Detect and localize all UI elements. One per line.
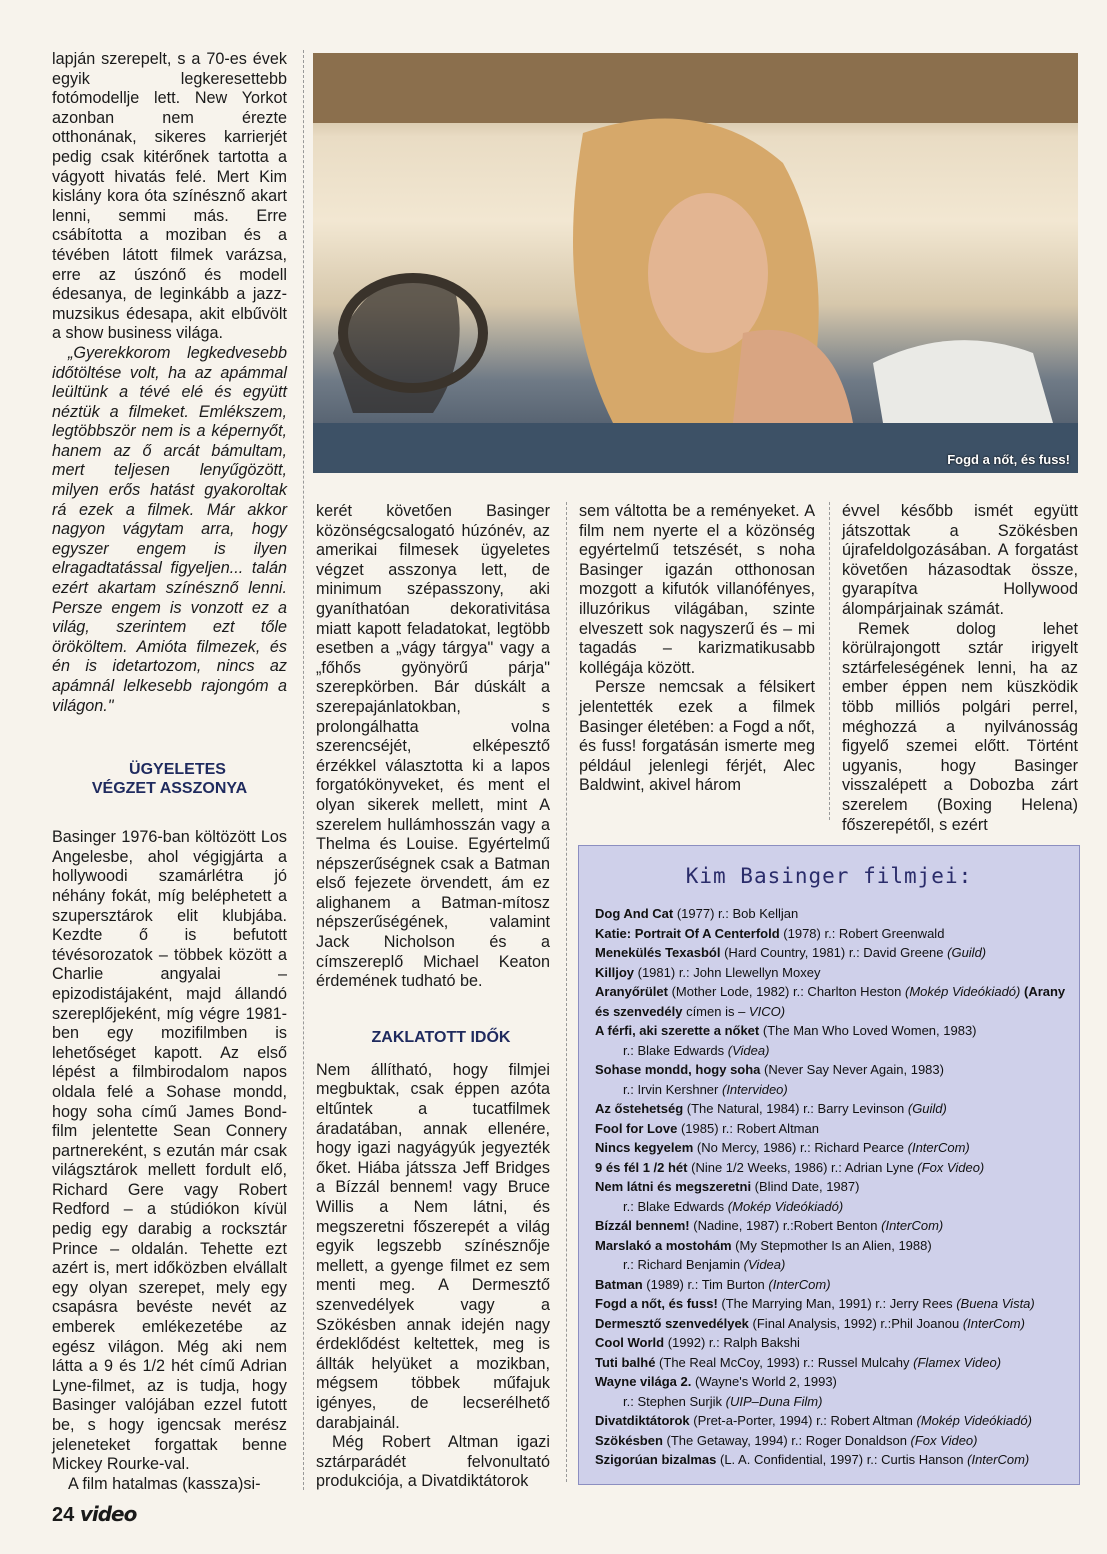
- film-title: Bízzál bennem!: [595, 1218, 690, 1233]
- film-title: Katie: Portrait Of A Centerfold: [595, 925, 780, 941]
- page-number: 24: [52, 1504, 75, 1526]
- film-entry: [595, 1450, 1075, 1470]
- film-details: (1981) r.: John Llewellyn Moxey: [634, 964, 821, 980]
- film-details: (Pret-a-Porter, 1994) r.: Robert Altman: [689, 1413, 917, 1428]
- photo-caption: Fogd a nőt, és fuss!: [947, 452, 1070, 467]
- film-details: (Mother Lode, 1982) r.: Charlton Heston: [667, 984, 905, 999]
- film-details: (The Natural, 1984) r.: Barry Levinson: [683, 1101, 908, 1116]
- film-title: Nincs kegyelem: [595, 1140, 694, 1155]
- film-title: Fool for Love: [595, 1120, 678, 1136]
- film-entry: [595, 1216, 1075, 1236]
- film-alt-title: (Arany: [1020, 984, 1066, 999]
- film-entry: [595, 1314, 1075, 1334]
- film-title: Szökésben: [595, 1432, 663, 1448]
- column-2: [316, 502, 550, 1492]
- film-entry: [595, 1372, 1075, 1392]
- film-details: (The Real McCoy, 1993) r.: Russel Mulcahy: [655, 1354, 914, 1370]
- film-title: Aranyőrület: [595, 984, 668, 999]
- film-distributor: (InterCom): [881, 1218, 944, 1233]
- film-distributor: (Mokép Videókiadó): [916, 1413, 1032, 1428]
- column-divider: [303, 50, 304, 1490]
- film-title: Szigorúan bizalmas: [595, 1452, 717, 1467]
- film-entry: [595, 1099, 1075, 1119]
- film-entry: [595, 982, 1075, 1002]
- movie-still-photo: [313, 53, 1078, 473]
- film-title: Killjoy: [595, 964, 635, 980]
- film-details: (Nadine, 1987) r.:Robert Benton: [689, 1218, 882, 1233]
- body-paragraph: Még Robert Altman igazi sztárparádét felvonultató produkciója, a Divatdiktátorok: [316, 1433, 550, 1491]
- film-details: (Nine 1/2 Weeks, 1986) r.: Adrian Lyne: [687, 1159, 918, 1175]
- film-entry: [595, 1041, 1075, 1061]
- section-heading: ZAKLATOTT IDŐK: [371, 1028, 511, 1046]
- column-1: [52, 50, 287, 1494]
- film-title: és szenvedély: [595, 1003, 683, 1019]
- film-distributor: (Fox Video): [917, 1159, 985, 1175]
- film-title: Divatdiktátorok: [595, 1413, 690, 1428]
- body-paragraph: kerét követően Basinger közönségcsalogató húzónév, az amerikai filmesek ügyeletes végzet asszonya lett, de minimum szépasszony, aki gyaníthatóan dekorativitása miatt kapott feladatokat, legtöbb esetben a „vágy tárgya" vagy a „főhős gyönyörű párja" szerepkörben. Bár dúskált a szerepajánlatokban, s prolongálhatta volna szerencséjét, elképesztő érzékkel választotta ki a lapos forgatókönyveket, és ment el olyan sikerek mellett, mint A szerelem hullámhosszán vagy a Thelma és Louise. Egyértelmű népszerűségnek csak a Batman első fejezete örvendett, ám ez alighanem a Batman-mítosz népszerűségének, valamint Jack Nicholson és a címszereplő Michael Keaton érdemének tudható be.: [316, 502, 550, 991]
- film-distributor: (Intervideo): [721, 1081, 788, 1097]
- film-entry: [595, 1060, 1075, 1080]
- film-details: címen is –: [682, 1003, 749, 1019]
- film-distributor: (Guild): [907, 1101, 947, 1116]
- film-distributor: (Mokép Videókiadó): [904, 984, 1021, 999]
- film-details: (My Stepmother Is an Alien, 1988): [731, 1237, 932, 1253]
- film-details: r.: Stephen Surjik: [623, 1393, 726, 1409]
- body-paragraph: Basinger 1976-ban költözött Los Angelesbe, ahol végigjárta a hollywoodi szamárlétra jó néhány fokát, míg beléphetett a szupersztárok elit klubjába. Kezdte ő is befutott tévésorozatok – többek között a Charlie angyalai – epizodistájaként, majd állandó szereplőjeként, míg végre 1981-ben egy mozifilmben is lehetőséget kapott. Az első lépést a filmbirodalom napos oldala felé a Sohase mondd, hogy soha című James Bond-film jelentette Sean Connery partnereként, s ezután már csak világsztárok mellett fordult elő, Richard Gere vagy Robert Redford – a stúdiókon kívül pedig egy darabig a rocksztár Prince – oldalán. Tehette ezt azért is, mert időközben elvállalt egy olyan szerepet, mely egy csapásra bevéste nevét az emberek emlékezetébe az egész világon. Még aki nem látta a 9 és 1/2 hét című Adrian Lyne-filmet, az is tudja, hogy Basinger valójában ezzel futott be, s hogy igencsak merész jeleneteket forgattak benne Mickey Rourke-val.: [52, 828, 287, 1474]
- film-entry: [595, 1411, 1075, 1431]
- film-entry: [595, 963, 1075, 983]
- film-details: (Hard Country, 1981) r.: David Greene: [720, 945, 948, 960]
- film-title: Wayne világa 2.: [595, 1374, 692, 1389]
- film-title: Tuti balhé: [595, 1354, 656, 1370]
- film-entry: [595, 1177, 1075, 1197]
- film-entry: [595, 1119, 1075, 1139]
- film-entry: [595, 1021, 1075, 1041]
- filmography-box: [578, 845, 1080, 1485]
- film-entry: [595, 1080, 1075, 1100]
- film-distributor: (InterCom): [768, 1276, 831, 1292]
- film-entry: [595, 1275, 1075, 1295]
- body-paragraph: évvel később ismét együtt játszottak a Szökésben újrafeldolgozásában. A forgatást követően házasodtak össze, gyarapítva Hollywood álompárjainak számát.: [842, 502, 1078, 618]
- film-distributor: (Mokép Videókiadó): [727, 1198, 844, 1214]
- film-title: Az őstehetség: [595, 1101, 684, 1116]
- film-details: r.: Irvin Kershner: [623, 1081, 722, 1097]
- column-3: [579, 502, 815, 796]
- quote-paragraph: „Gyerekkorom legkedvesebb időtöltése volt, ha az apámmal leültünk a tévé elé és együtt néztük a filmeket. Emlékszem, legtöbbször nem is a képernyőt, hanem az ő arcát bámultam, mert teljesen lenyűgözött, milyen erős hatást gyakoroltak rá ezek a filmek. Már akkor nagyon vágytam arra, hogy egyszer engem is ilyen elragadtatással figyeljen... talán ezért akartam színésznő lenni. Persze engem is vonzott ez a világ, szerintem ezt tőle örököltem. Amióta filmezek, és én is idetartozom, nincs az apámnál lelkesebb rajongóm a világon.": [52, 343, 287, 715]
- film-distributor: (Fox Video): [910, 1432, 978, 1448]
- film-title: Marslakó a mostohám: [595, 1237, 732, 1253]
- film-details: (Never Say Never Again, 1983): [760, 1062, 944, 1077]
- film-distributor: (Buena Vista): [956, 1296, 1035, 1311]
- body-paragraph: lapján szerepelt, s a 70-es évek egyik legkeresettebb fotómodellje lett. New Yorkot azonban nem érezte otthonának, sikeres karrierjét pedig csak kitérőnek tartotta a vágyott hivatás felé. Mert Kim kislány kora óta színésznő akart lenni, semmi más. Erre csábította a moziban és a tévében látott filmek varázsa, erre az úszónő és modell édesanya, de leginkább a jazz-muzsikus édesapa, akit elbűvölt a show business világa.: [52, 50, 287, 343]
- film-entry: [595, 943, 1075, 963]
- body-paragraph: sem váltotta be a reményeket. A film nem nyerte el a közönség egyértelmű tetszését, s noha Basinger igazán otthonosan mozgott a kifutók villanófényes, illuzórikus világában, szinte elveszett sok nagyszerű és – mi tagadás – karizmatikusabb kollégája között.: [579, 502, 815, 677]
- film-title: Dog And Cat: [595, 906, 674, 921]
- film-details: (1977) r.: Bob Kelljan: [673, 906, 799, 921]
- film-entry: [595, 1333, 1075, 1353]
- film-distributor: (InterCom): [962, 1315, 1025, 1331]
- column-divider: [566, 502, 567, 1482]
- film-title: Batman: [595, 1276, 643, 1292]
- car-scene-illustration: [313, 53, 1078, 473]
- body-paragraph: Persze nemcsak a félsikert jelentették ezek a filmek Basinger életében: a Fogd a nőt, és fuss! forgatásán ismerte meg például jelenlegi férjét, Alec Baldwint, akivel három: [579, 678, 815, 795]
- film-details: (1989) r.: Tim Burton: [642, 1276, 769, 1292]
- column-divider: [829, 502, 830, 820]
- film-details: (Final Analysis, 1992) r.:Phil Joanou: [748, 1315, 963, 1331]
- film-details: (No Mercy, 1986) r.: Richard Pearce: [693, 1140, 908, 1155]
- film-entry: [595, 1431, 1075, 1451]
- film-details: (The Man Who Loved Women, 1983): [759, 1023, 977, 1038]
- film-entry: [595, 1002, 1075, 1022]
- film-distributor: VICO): [748, 1003, 786, 1019]
- film-title: Dermesztő szenvedélyek: [595, 1315, 749, 1331]
- film-details: (The Getaway, 1994) r.: Roger Donaldson: [662, 1432, 911, 1448]
- film-title: A férfi, aki szerette a nőket: [595, 1023, 760, 1038]
- film-entry: [595, 1236, 1075, 1256]
- film-distributor: (Videa): [727, 1042, 770, 1058]
- film-details: (Wayne's World 2, 1993): [691, 1374, 837, 1389]
- filmography-title: Kim Basinger filmjei:: [685, 864, 973, 888]
- film-distributor: (Guild): [947, 945, 987, 960]
- film-details: r.: Richard Benjamin: [623, 1257, 744, 1272]
- film-details: (1992) r.: Ralph Bakshi: [664, 1335, 800, 1350]
- film-title: 9 és fél 1 /2 hét: [595, 1159, 688, 1175]
- film-details: (1985) r.: Robert Altman: [677, 1120, 819, 1136]
- film-distributor: (UIP–Duna Film): [725, 1393, 823, 1409]
- film-title: Nem látni és megszeretni: [595, 1179, 752, 1194]
- film-title: Fogd a nőt, és fuss!: [595, 1296, 718, 1311]
- film-entry: [595, 1392, 1075, 1412]
- film-entry: [595, 1158, 1075, 1178]
- film-entry: [595, 1294, 1075, 1314]
- page-footer: [52, 1502, 136, 1527]
- film-details: (L. A. Confidential, 1997) r.: Curtis Hanson: [716, 1452, 968, 1467]
- column-4: [842, 502, 1078, 835]
- filmography-list: [595, 904, 1075, 1470]
- magazine-logo: video: [79, 1502, 137, 1526]
- film-title: Menekülés Texasból: [595, 945, 721, 960]
- film-details: (1978) r.: Robert Greenwald: [779, 925, 945, 941]
- film-details: (The Marrying Man, 1991) r.: Jerry Rees: [717, 1296, 957, 1311]
- section-heading: ÜGYELETES VÉGZET ASSZONYA: [91, 761, 248, 798]
- film-distributor: (InterCom): [907, 1140, 970, 1155]
- film-details: r.: Blake Edwards: [623, 1042, 728, 1058]
- body-paragraph: Nem állítható, hogy filmjei megbuktak, csak éppen azóta eltűntek a tucatfilmek áradatában, annak ellenére, hogy igazi nagyágyúk jegyezték őket. Hiába játssza Jeff Bridges a Bízzál bennem! vagy Bruce Willis a Nem látni, és megszeretni főszerepét a világ egyik legszebb színésznője mellett, a gyenge filmet ez sem menti meg. A Dermesztő szenvedélyek vagy a Szökésben annak idején nagy érdeklődést keltettek, meg is állták helyüket a mozikban, mégsem többek műfajuk igényes, de lecserélhető darabjainál.: [316, 1060, 550, 1432]
- body-paragraph: A film hatalmas (kassza)si-: [68, 1474, 261, 1493]
- film-details: (Blind Date, 1987): [751, 1179, 860, 1194]
- film-distributor: (Flamex Video): [913, 1354, 1002, 1370]
- film-title: Sohase mondd, hogy soha: [595, 1062, 761, 1077]
- film-entry: [595, 1353, 1075, 1373]
- film-distributor: (Videa): [743, 1257, 786, 1272]
- film-entry: [595, 924, 1075, 944]
- film-entry: [595, 1138, 1075, 1158]
- film-entry: [595, 1255, 1075, 1275]
- body-paragraph: Remek dolog lehet körülrajongott sztár irigyelt sztárfeleségének lenni, ha az ember éppen nem küszködik több milliós polgári perrel, méghozzá a nyilvánosság figyelő szemei előtt. Történt ugyanis, hogy Basinger visszalépett a Dobozba zárt szerelem (Boxing Helena) főszerepétől, s ezért: [842, 619, 1078, 834]
- film-title: Cool World: [595, 1335, 665, 1350]
- film-entry: [595, 904, 1075, 924]
- film-distributor: (InterCom): [967, 1452, 1030, 1467]
- film-details: r.: Blake Edwards: [623, 1198, 728, 1214]
- film-entry: [595, 1197, 1075, 1217]
